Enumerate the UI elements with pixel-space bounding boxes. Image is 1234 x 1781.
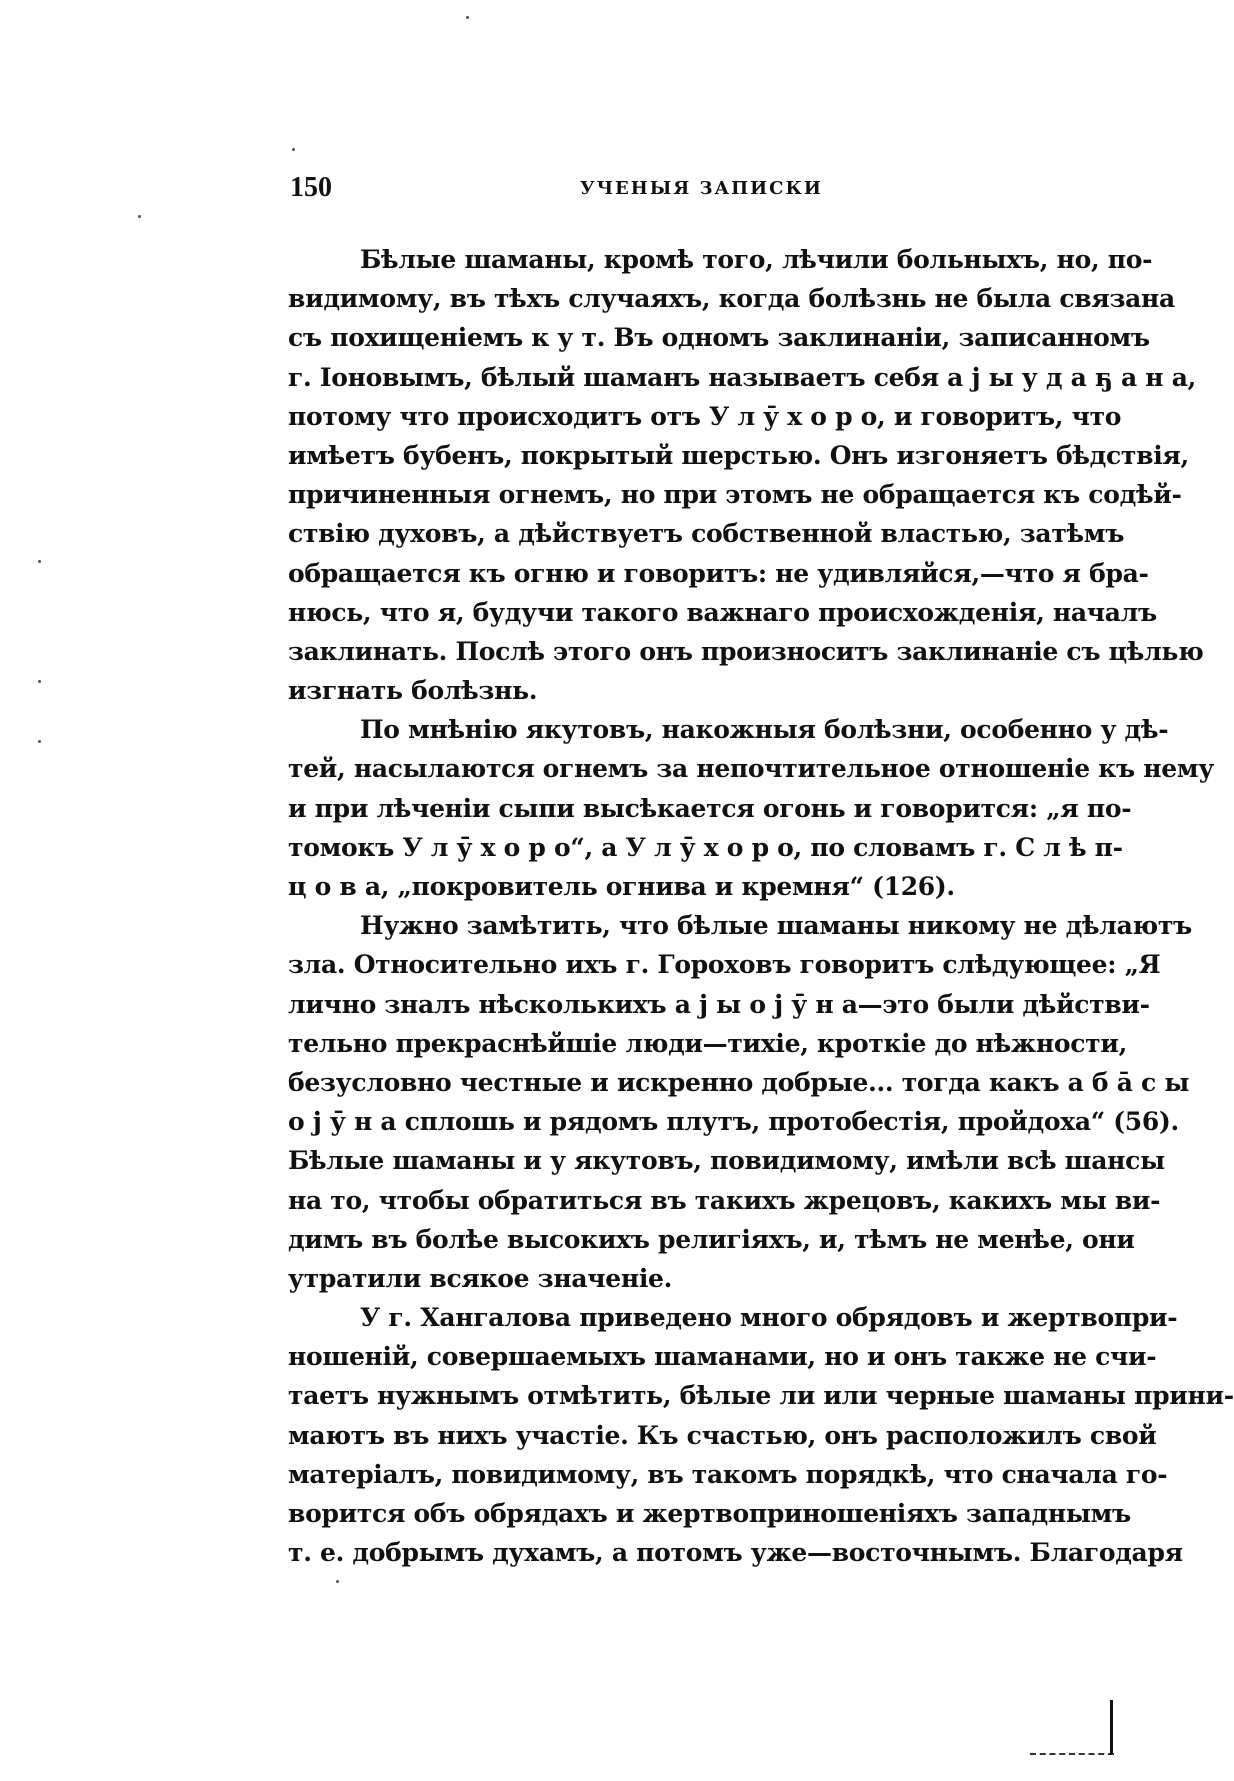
text-line: зла. Относительно ихъ г. Гороховъ говоритъ слѣдующее: „Я: [288, 950, 1161, 980]
text-line: ствію духовъ, а дѣйствуетъ собственной властью, затѣмъ: [288, 519, 1125, 549]
text-line: маютъ въ нихъ участіе. Къ счастью, онъ расположилъ свой: [288, 1420, 1157, 1450]
text-line: съ похищеніемъ к у т. Въ одномъ заклинаніи, записанномъ: [288, 323, 1150, 353]
text-line: на то, чтобы обратиться въ такихъ жрецовъ, какихъ мы ви-: [288, 1185, 1161, 1215]
text-line: Нужно замѣтить, что бѣлые шаманы никому не дѣлаютъ: [360, 911, 1192, 941]
text-line: Бѣлые шаманы, кромѣ того, лѣчили больныхъ, но, по-: [360, 245, 1153, 274]
page-header: [290, 172, 1080, 212]
body-text: [288, 240, 1234, 1572]
scan-speck: [138, 215, 141, 218]
scan-edge-mark: [1030, 1640, 1114, 1760]
text-line: видимому, въ тѣхъ случаяхъ, когда болѣзнь не была связана: [288, 284, 1175, 314]
scan-edge-rule: [1030, 1753, 1114, 1757]
text-line: тей, насылаются огнемъ за непочтительное отношеніе къ нему: [288, 754, 1214, 784]
text-line: потому что происходитъ отъ У л ӯ х о р о, и говоритъ, что: [288, 401, 1122, 431]
text-line: По мнѣнію якутовъ, накожныя болѣзни, особенно у дѣ-: [360, 715, 1169, 745]
scan-speck: [38, 680, 41, 683]
text-line: Бѣлые шаманы и у якутовъ, повидимому, имѣли всѣ шансы: [288, 1146, 1165, 1176]
text-line: лично зналъ нѣсколькихъ а ј ы о ј ӯ н а—это были дѣйстви-: [288, 989, 1150, 1019]
text-line: ц о в а, „покровитель огнива и кремня“ (126).: [288, 872, 955, 901]
text-line: таетъ нужнымъ отмѣтить, бѣлые ли или черные шаманы прини-: [288, 1381, 1234, 1411]
scan-speck: [292, 148, 295, 151]
text-line: г. Іоновымъ, бѣлый шаманъ называетъ себя а ј ы у д а ҕ а н а,: [288, 362, 1196, 392]
text-line: нюсь, что я, будучи такого важнаго происхожденія, началъ: [288, 597, 1157, 627]
text-line: ношеній, совершаемыхъ шаманами, но и онъ также не счи-: [288, 1342, 1157, 1372]
text-line: У г. Хангалова приведено много обрядовъ и жертвопри-: [360, 1303, 1178, 1333]
text-line: причиненныя огнемъ, но при этомъ не обращается къ содѣй-: [288, 480, 1182, 510]
text-line: димъ въ болѣе высокихъ религіяхъ, и, тѣмъ не менѣе, они: [288, 1224, 1135, 1254]
text-line: о ј ӯ н а сплошь и рядомъ плутъ, протобестія, пройдоха“ (56).: [288, 1107, 1179, 1137]
text-line: изгнать болѣзнь.: [288, 676, 538, 706]
scan-speck: [38, 740, 41, 743]
scan-speck: [466, 16, 469, 19]
text-line: и при лѣченіи сыпи высѣкается огонь и говорится: „я по-: [288, 793, 1132, 823]
text-line: безусловно честные и искренно добрые... тогда какъ а б а̄ с ы: [288, 1067, 1190, 1097]
text-line: имѣетъ бубенъ, покрытый шерстью. Онъ изгоняетъ бѣдствія,: [288, 440, 1189, 470]
text-line: заклинать. Послѣ этого онъ произноситъ заклинаніе съ цѣлью: [288, 636, 1204, 666]
text-line: ворится объ обрядахъ и жертвоприношеніяхъ западнымъ: [288, 1499, 1131, 1528]
scan-speck: [336, 1580, 339, 1583]
page-number: 150: [290, 172, 332, 203]
scan-speck: [38, 560, 41, 563]
text-line: тельно прекраснѣйшіе люди—тихіе, кроткіе до нѣжности,: [288, 1028, 1127, 1058]
text-line: матеріалъ, повидимому, въ такомъ порядкѣ, что сначала го-: [288, 1459, 1168, 1489]
scan-edge-bar: [1110, 1700, 1113, 1755]
text-line: т. е. добрымъ духамъ, а потомъ уже—восточнымъ. Благодаря: [288, 1538, 1183, 1568]
text-line: обращается къ огню и говоритъ: не удивляйся,—что я бра-: [288, 558, 1149, 588]
text-line: томокъ У л ӯ х о р о“, а У л ӯ х о р о, по словамъ г. С л ѣ п-: [288, 832, 1123, 862]
running-title: УЧЕНЫЯ ЗАПИСКИ: [580, 178, 823, 199]
text-line: утратили всякое значеніе.: [288, 1263, 673, 1293]
